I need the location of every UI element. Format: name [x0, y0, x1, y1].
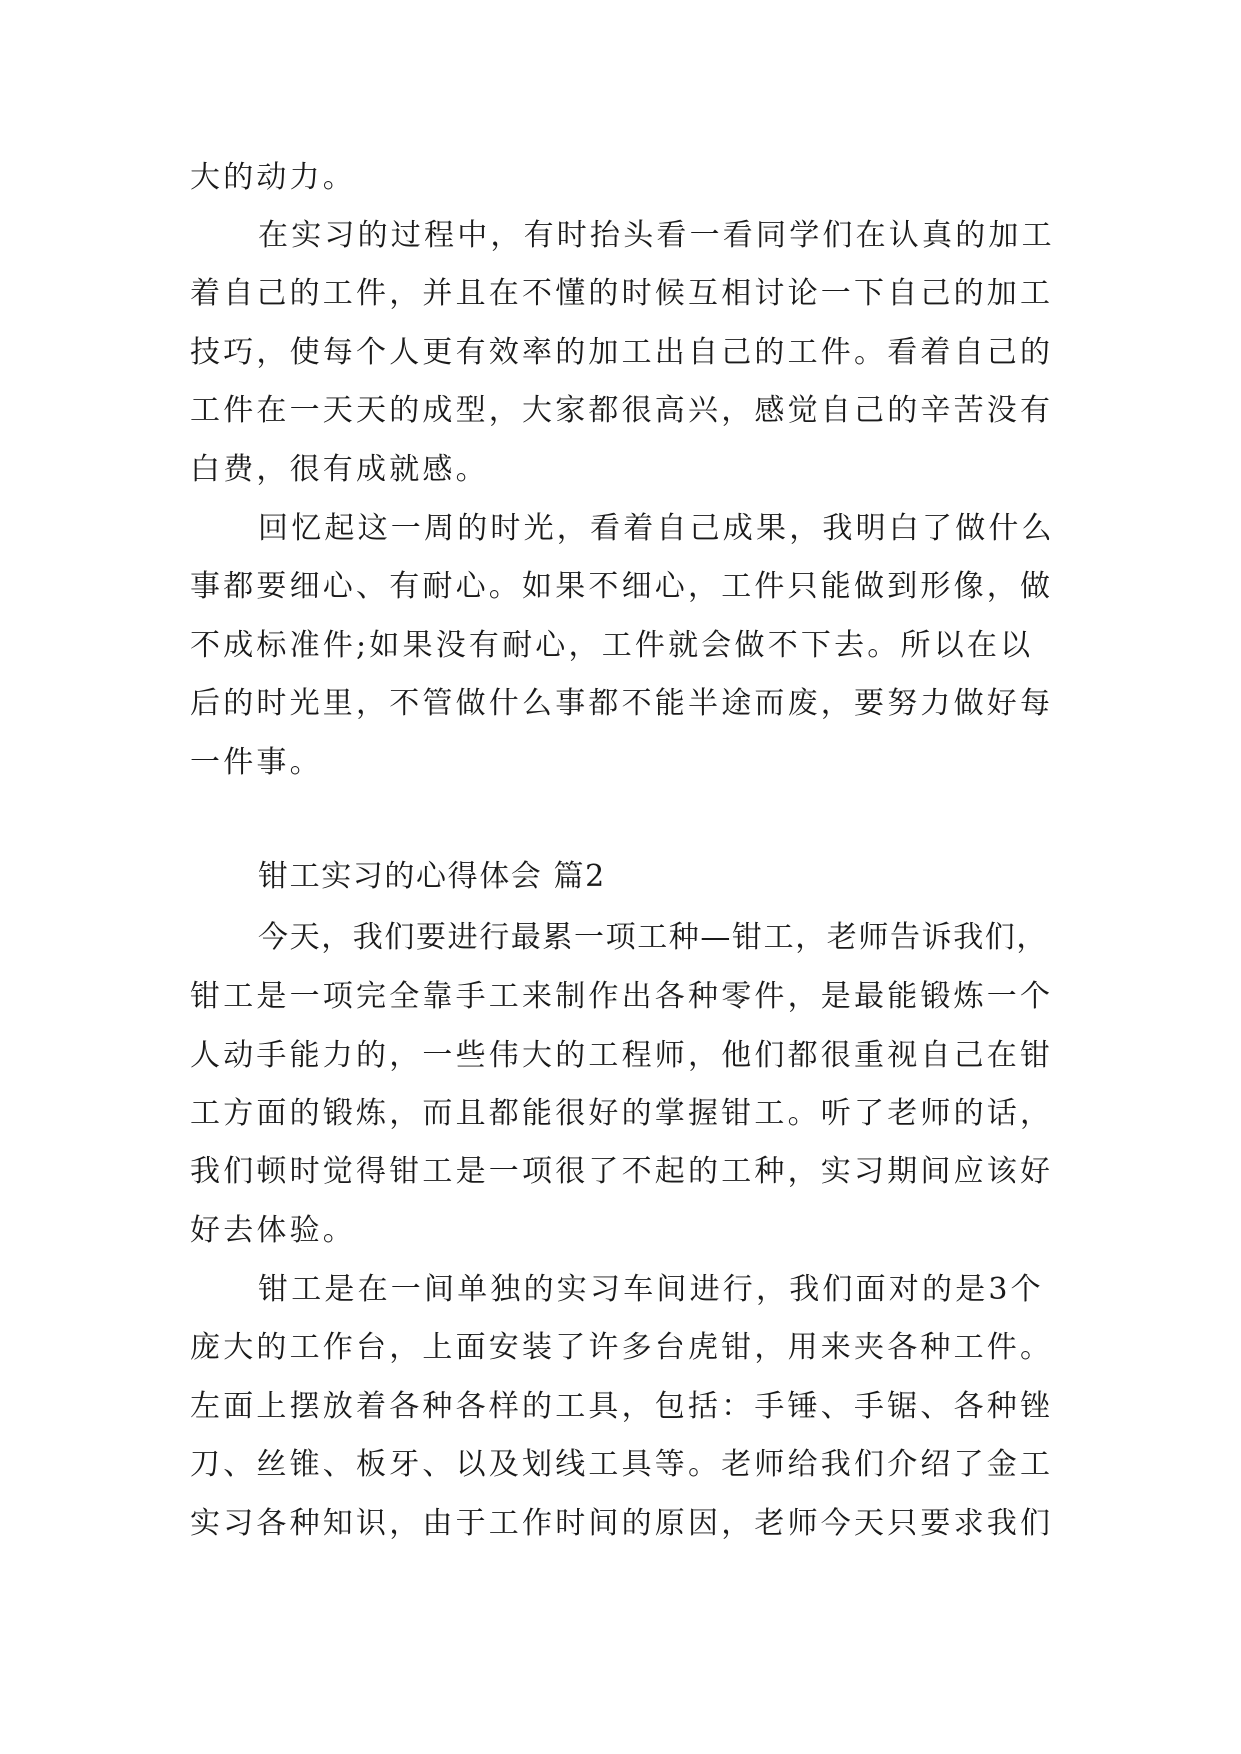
text-line: 好去体验。: [190, 1213, 356, 1248]
text-line: 钳工是一项完全靠手工来制作出各种零件，是最能锻炼一个: [190, 979, 1054, 1014]
text-line: 庞大的工作台，上面安装了许多台虎钳，用来夹各种工件。: [190, 1330, 1054, 1365]
text-line: 大的动力。: [190, 160, 356, 195]
paragraph-start: 今天，我们要进行最累一项工种—钳工，老师告诉我们，: [258, 920, 1048, 955]
paragraph-start: 回忆起这一周的时光，看着自己成果，我明白了做什么: [258, 511, 1055, 546]
text-line: 实习各种知识，由于工作时间的原因，老师今天只要求我们: [190, 1506, 1054, 1541]
text-line: 工件在一天天的成型，大家都很高兴，感觉自己的辛苦没有: [190, 393, 1054, 428]
section-heading: 钳工实习的心得体会 篇2: [258, 859, 606, 894]
text-line: 白费，很有成就感。: [190, 452, 489, 487]
text-line: 后的时光里，不管做什么事都不能半途而废，要努力做好每: [190, 686, 1054, 721]
paragraph-start: 在实习的过程中，有时抬头看一看同学们在认真的加工: [258, 218, 1055, 253]
text-line: 事都要细心、有耐心。如果不细心，工件只能做到形像，做: [190, 569, 1054, 604]
paragraph-start: 钳工是在一间单独的实习车间进行，我们面对的是3个: [258, 1272, 1044, 1307]
text-line: 一件事。: [190, 745, 323, 780]
text-line: 我们顿时觉得钳工是一项很了不起的工种，实习期间应该好: [190, 1154, 1054, 1189]
text-line: 着自己的工件，并且在不懂的时候互相讨论一下自己的加工: [190, 276, 1054, 311]
text-line: 人动手能力的，一些伟大的工程师，他们都很重视自己在钳: [190, 1038, 1054, 1073]
text-line: 左面上摆放着各种各样的工具，包括：手锤、手锯、各种锉: [190, 1389, 1054, 1424]
text-line: 工方面的锻炼，而且都能很好的掌握钳工。听了老师的话，: [190, 1096, 1054, 1131]
text-line: 技巧，使每个人更有效率的加工出自己的工件。看着自己的: [190, 335, 1054, 370]
text-line: 刀、丝锥、板牙、以及划线工具等。老师给我们介绍了金工: [190, 1447, 1054, 1482]
text-line: 不成标准件;如果没有耐心，工件就会做不下去。所以在以: [190, 628, 1034, 663]
